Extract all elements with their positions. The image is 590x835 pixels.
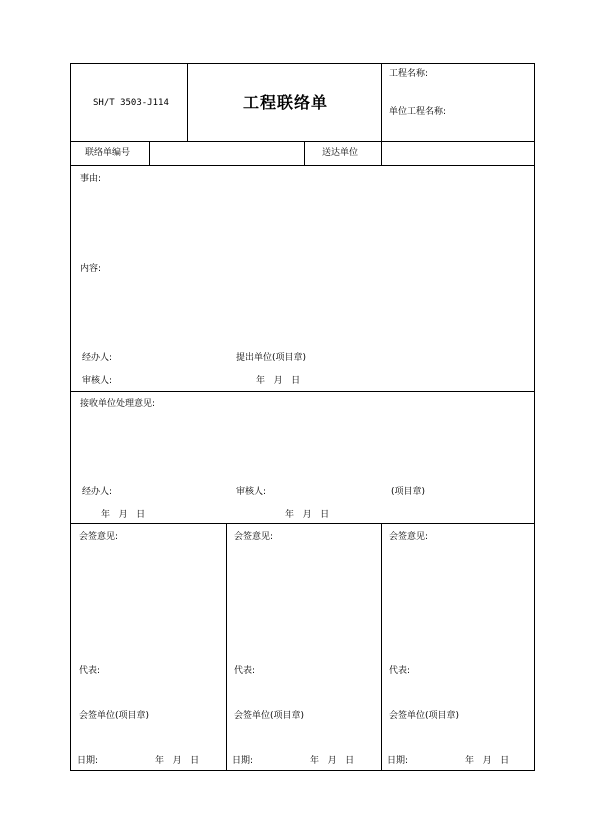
countersign-3-rep-label: 代表: <box>389 666 411 676</box>
send-to-label: 送达单位 <box>322 148 359 158</box>
liaison-form <box>70 63 535 771</box>
countersign-1-opinion-label: 会签意见: <box>79 532 119 542</box>
subject-label: 事由: <box>80 174 102 184</box>
response-date-right: 年 月 日 <box>285 510 330 520</box>
contact-no-field[interactable] <box>153 148 301 160</box>
countersign-2-date-label: 日期: <box>232 756 254 766</box>
response-seal-label: (项目章) <box>391 487 426 497</box>
countersign-3-date-label: 日期: <box>387 756 409 766</box>
info-divider-1 <box>149 141 150 166</box>
request-reviewer-label: 审核人: <box>82 376 113 386</box>
contact-no-label: 联络单编号 <box>85 148 131 158</box>
response-bottom-line <box>71 523 534 524</box>
countersign-1-rep-label: 代表: <box>79 666 101 676</box>
request-bottom-line <box>71 391 534 392</box>
response-date-left: 年 月 日 <box>101 510 146 520</box>
info-divider-3 <box>381 141 382 166</box>
countersign-1-date: 年 月 日 <box>155 756 200 766</box>
unit-project-name-label: 单位工程名称: <box>389 107 447 117</box>
header-divider-2 <box>381 64 382 142</box>
countersign-2-rep-label: 代表: <box>234 666 256 676</box>
response-handler-label: 经办人: <box>82 487 113 497</box>
content-label: 内容: <box>80 264 102 274</box>
request-handler-label: 经办人: <box>82 353 113 363</box>
countersign-3-unit-label: 会签单位(项目章) <box>389 711 460 721</box>
request-date: 年 月 日 <box>256 376 301 386</box>
response-opinion-label: 接收单位处理意见: <box>80 399 156 409</box>
request-issuer-label: 提出单位(项目章) <box>236 353 307 363</box>
info-divider-2 <box>304 141 305 166</box>
header-bottom-line <box>71 141 534 142</box>
form-code: SH/T 3503-J114 <box>93 98 169 108</box>
countersign-1-date-label: 日期: <box>77 756 99 766</box>
countersign-2-unit-label: 会签单位(项目章) <box>234 711 305 721</box>
countersign-3-opinion-label: 会签意见: <box>389 532 429 542</box>
send-to-field[interactable] <box>385 148 530 160</box>
countersign-3-date: 年 月 日 <box>465 756 510 766</box>
header-divider-1 <box>187 64 188 142</box>
countersign-divider-1 <box>226 523 227 771</box>
response-reviewer-label: 审核人: <box>236 487 267 497</box>
countersign-2-date: 年 月 日 <box>310 756 355 766</box>
countersign-divider-2 <box>381 523 382 771</box>
info-row-bottom-line <box>71 165 534 166</box>
project-name-label: 工程名称: <box>389 69 429 79</box>
countersign-2-opinion-label: 会签意见: <box>234 532 274 542</box>
countersign-1-unit-label: 会签单位(项目章) <box>79 711 150 721</box>
form-title: 工程联络单 <box>243 93 329 112</box>
